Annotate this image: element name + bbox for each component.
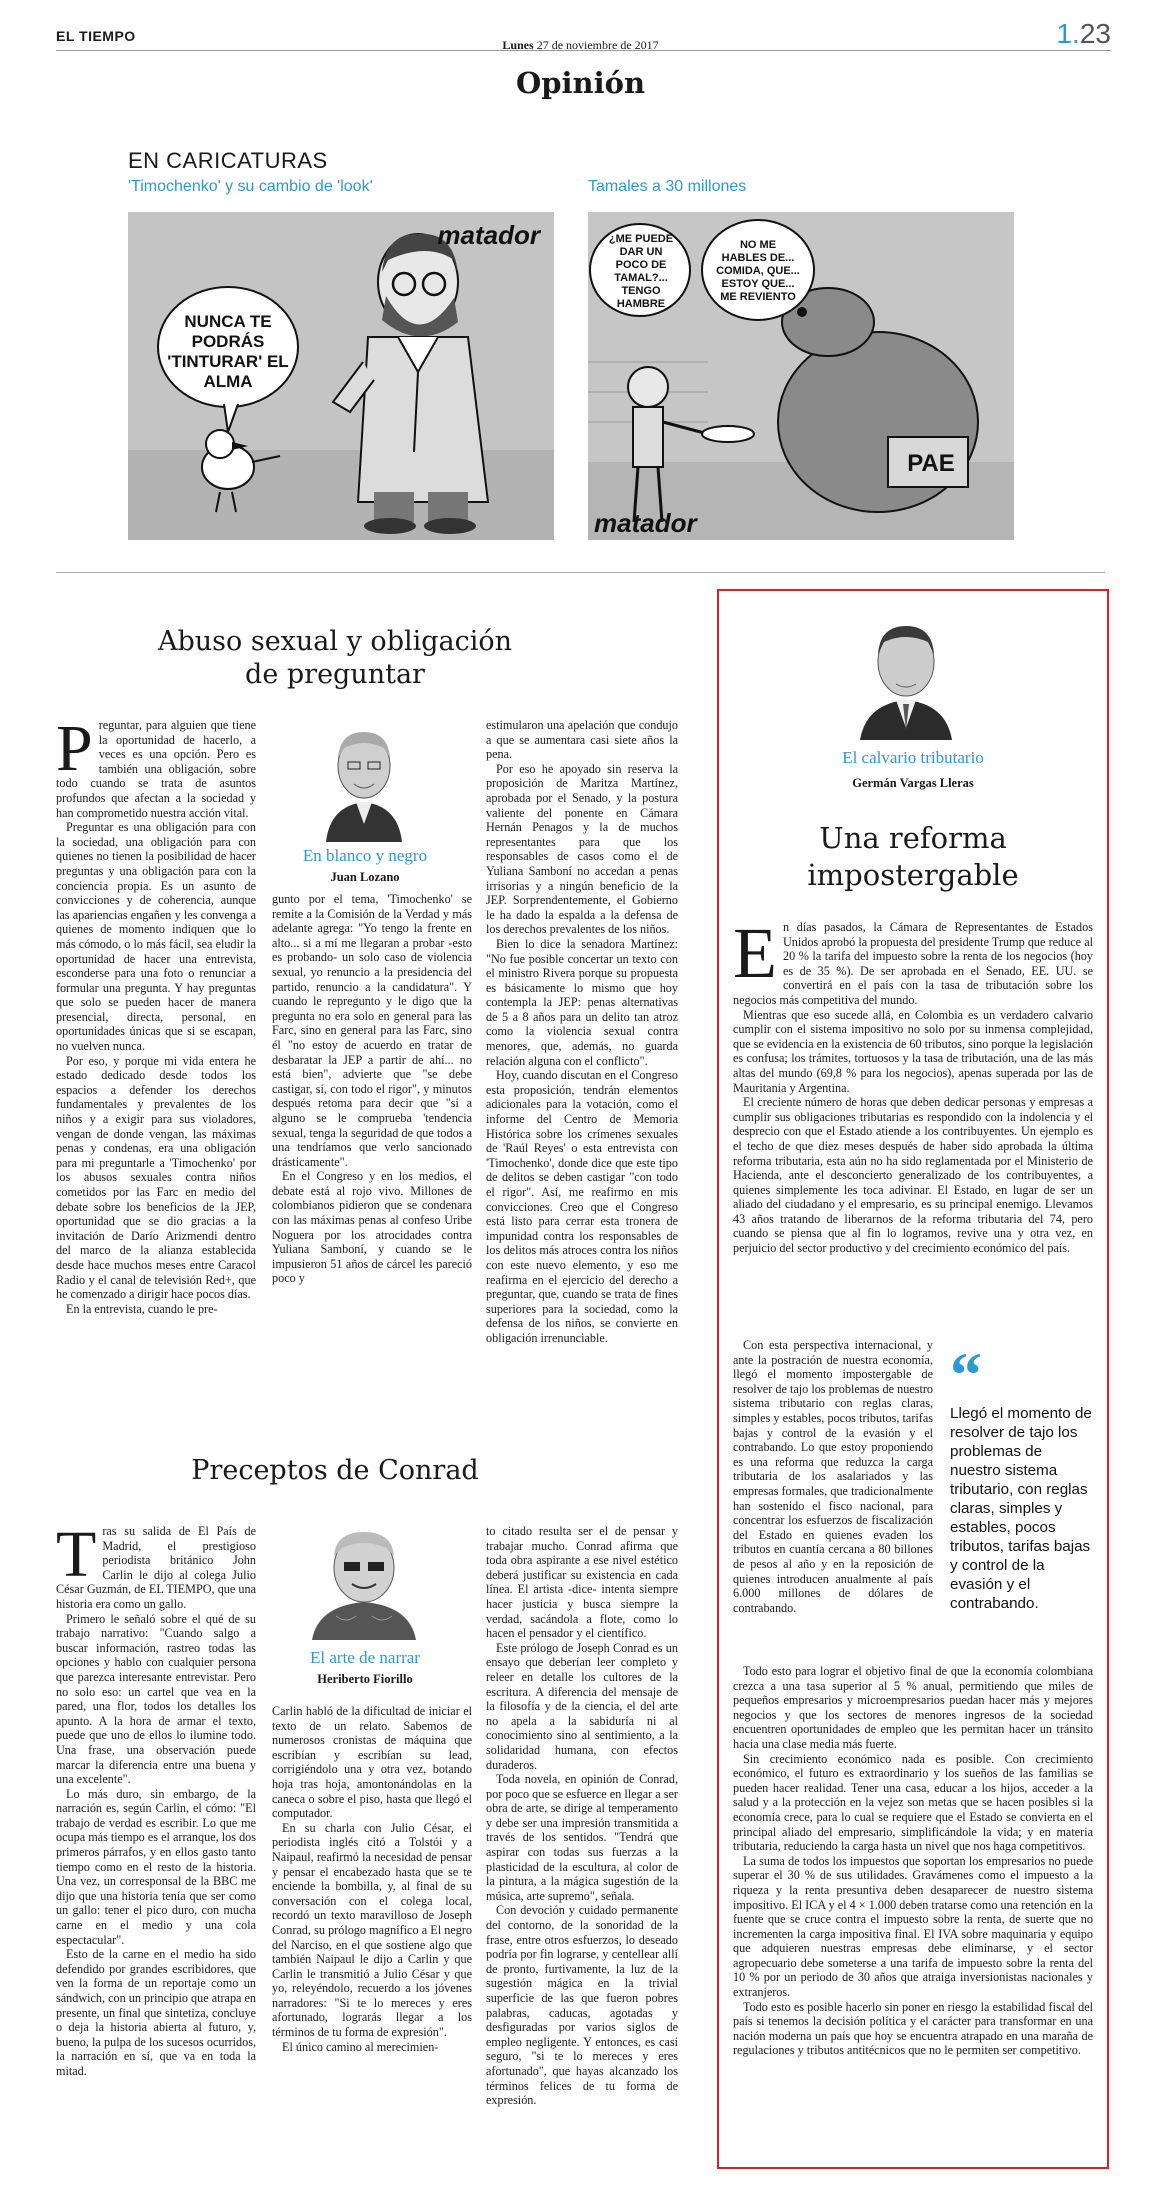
article-abuso-column-name: En blanco y negro [302,846,428,865]
drop-cap: T [56,1518,97,1591]
quote-mark-icon: “ [950,1339,982,1410]
section-title: Opinión [515,66,646,100]
portrait-drawing [856,612,956,740]
article-conrad-text: ras su salida de El País de Madrid, el prestigioso periodista británico John Carlin le dijo al colega Julio César Guzmán, de EL TIEMPO, que una historia era como un gallo. [56,1524,256,1611]
cartoon-right-label-pae: PAE [907,450,955,477]
weekday: Lunes [502,38,534,52]
article-abuso-para: En la entrevista, cuando le pre- [66,1301,218,1316]
page-section: 1. [1056,18,1080,49]
article-conrad-para: Toda novela, en opinión de Conrad, por poco que se esfuerce en llegar a ser obra de arte, se dirige al temperamento y debe ser una impresión transmitida a través de los sentidos. "Tendrá que aspirar con todas sus fuerzas a la plasticidad de la escultura, al color de la pintura, a la mágica sugestión de la música, arte supremo", señala. [486,1772,678,1903]
article-reforma-para: Todo esto para lograr el objetivo final de que la economía colombiana crezca a una tasa superior al 5 % anual, permitiendo que miles de pequeños empresarios y microempresarios puedan hacer más y mejores negocios y que los sectores de menores ingresos de la sociedad encuentren oportunidades de empleo que les permitan hacer un tránsito hacia una clase media más fuerte. [733,1664,1093,1751]
article-reforma-para: Todo esto es posible hacerlo sin poner en riesgo la estabilidad fiscal del país si tenemos la decisión política y el carácter para transformar en una nación moderna un país que hoy se encuentra atrapado en una maraña de regulaciones y tributos antitécnicos que no le permiten ser competitivo. [733,1999,1093,2058]
article-conrad-para: En su charla con Julio César, el periodista inglés citó a Tolstói y a Naipaul, reafirmó la necesidad de pensar y pensar el encabezado hasta que se te enciende la bombilla, y, al final de su conversación con el colega local, recordó un texto maravilloso de Joseph Conrad, su prólogo magnífico a El negro del Narciso, en el que sostiene algo que también Naipaul le dijo a Carlin y que Carlin le transmitió a Julio César y que yo, releyéndolo, recuerdo a los jóvenes narradores: "Si te lo mereces y eres afortunado, lograrás llegar a los términos de tu forma de expresión". [272,1820,472,2040]
article-abuso-col2 [272,892,472,1286]
article-reforma-pull-quote: Llegó el momento de resolver de tajo los problemas de nuestro sistema tributario, con reglas claras, simples y estables, pocos tributos, tarifas bajas y control de la evasión y el contrabando. [950,1405,1092,1612]
article-abuso-title: Abuso sexual y obligación de preguntar [157,626,513,690]
date: 27 de noviembre de 2017 [536,38,659,52]
cartoon-left-title: 'Timochenko' y su cambio de 'look' [128,178,373,195]
drop-cap: P [56,712,93,785]
cartoon-right-signature: matador [594,508,697,538]
article-reforma-text: n días pasados, la Cámara de Representantes de Estados Unidos aprobó la propuesta del presidente Trump que reduce al 20 % la tarifa del impuesto sobre la renta de los negocios (hoy es de 35 %). De ser aprobada en el Senado, EE. UU. se convertirá en el país con la tasa de tributación sobre los negocios más competitiva del mundo. [733,920,1093,1007]
article-conrad-author: Heriberto Fiorillo [317,1672,413,1686]
cartoon-section-rule [56,572,1105,573]
article-conrad-column-name: El arte de narrar [310,1648,420,1667]
article-conrad-para: Primero le señaló sobre el qué de su trabajo narrativo: "Cuando salgo a buscar información, rastreo todas las opciones y hablo con cualquier persona que parezca interesante entrevistar. Pero no solo eso: un cartel que vea en la pared, una flor, todos los detalles los apunto. A la hora de armar el texto, puede que uno de ellos lo ilumine todo. Una frase, una observación puede marcar la diferencia entre una buena y una excelente". [56,1611,256,1787]
article-reforma-body-mid [733,1338,933,1615]
article-conrad-para: El único camino al merecimien- [282,2039,439,2054]
author-photo-lozano [318,714,410,842]
article-conrad-para: Con devoción y cuidado permanente del contorno, de la sonoridad de la frase, entre otros esfuerzos, lo deseado podría por fin lograrse, y centellear allí de pronto, furtivamente, la luz de la sugestión mágica en la trivial superficie de las que fueron pobres palabras, caducas, agotadas y desfiguradas por varios siglos de empleo negligente. Y entonces, es casi seguro, "si te lo mereces y eres afortunado", que hayas alcanzado los términos felices de tu forma de expresión. [486,1903,678,2108]
article-abuso-text: reguntar, para alguien que tiene la oportunidad de hacerlo, a veces es una opción. Pero es también una obligación, sobre todo cuando se trata de asuntos profundos que afectan a la sociedad y han comprometido nuestra acción vital. [56,718,256,820]
author-photo-vargas [856,612,956,740]
article-abuso-para: estimularon una apelación que condujo a que se aumentara casi siete años la pena. [486,718,678,762]
portrait-drawing [318,714,410,842]
article-conrad-para: Carlin habló de la dificultad de iniciar el texto de un relato. Sabemos de numerosos cronistas de máquina que escribían y escribían su lead, corrigiéndolo una y otra vez, botando hoja tras hoja, amontonándolas en la caneca o sobre el piso, hasta que llegó el computador. [272,1704,472,1821]
article-abuso-col3 [486,718,678,1346]
article-reforma-para: El creciente número de horas que deben dedicar personas y empresas a cumplir sus obligaciones tributarias es respondido con la indolencia y el desprecio con que el Estado atiende a los contribuyentes. Un ejemplo es el techo de que diez meses después de haber sido aprobada la última reforma tributaria, esta aún no ha sido reglamentada por el Ministerio de Hacienda, ante el desconcierto generalizado de los contribuyentes, a quienes simplemente les toca adivinar. El Estado, en lugar de ser un aliado del ciudadano y el empresario, es su principal enemigo. Llevamos 43 años tratando de liberarnos de la reforma tributaria del 74, pero cuando se piensa que al fin lo logramos, revive una y otra vez, en perjuicio del sector productivo y del crecimiento económico del país. [733,1095,1093,1256]
article-reforma-para: Sin crecimiento económico nada es posible. Con crecimiento económico, el futuro es extraordinario y los sueños de las familias se pueden hacer realidad. Tener una casa, educar a los hijos, acceder a la salud y a la protección en la vejez son metas que se hacen posibles si la economía crece, para lo cual se requiere que el Estado se convierta en el principal aliado del empresario, simplificándole la vida; y en materia tributaria, reduciendo la carga hasta un nivel que nos haga competitivos. [733,1751,1093,1854]
article-abuso-para [56,712,256,820]
page-number [1056,18,1111,50]
header-rule [56,50,1111,51]
author-photo-fiorillo [306,1520,422,1640]
cartoon-right-title: Tamales a 30 millones [588,178,747,195]
article-abuso-para: Por eso, y porque mi vida entera he estado dedicado desde todos los espacios a defender los derechos fundamentales y prevalentes de los niños y a exigir para sus violadores, vengan de donde vengan, las máximas penas y condenas, era una obligación para mi preguntarle a 'Timochenko' por los abusos sexuales contra niños cometidos por las Farc en medio del debate sobre los beneficios de la JEP, oportunidad que se dio gracias a la invitación de Darío Arizmendi dentro del marco de la alianza establecida desde hace muchos meses entre Caracol Radio y el canal de televisión Red+, que he comenzado a dirigir hace pocos días. [56,1053,256,1302]
cartoon-left [128,212,554,540]
article-reforma-para [733,913,1093,1008]
article-abuso-col1 [56,712,256,1316]
article-abuso-para: En el Congreso y en los medios, el debate está al rojo vivo. Millones de colombianos pidieron que se condenara con las máximas penas al confeso Uribe Noguera por los atrocidades contra Yuliana Samboní, y cuando se le impusieron 51 años de cárcel les pareció poco y [272,1169,472,1286]
article-conrad-col2 [272,1704,472,2054]
article-conrad-title: Preceptos de Conrad [191,1455,479,1486]
article-reforma-body-top [733,913,1093,1256]
article-abuso-para: Por eso he apoyado sin reserva la proposición de Maritza Martínez, aprobada por el Senado, y la postura valiente del ponente en Cámara Hernán Penagos y la de muchos representantes para que los responsables de casos como el de Yuliana Samboní no accedan a penas irrisorias y a ningún beneficio de la JEP. Sorprendentemente, el Gobierno le ha dado la espalda a la defensa de los derechos prevalentes de los niños. [486,761,678,937]
cartoon-left-speech: NUNCA TE PODRÁS 'TINTURAR' EL ALMA [167,312,289,391]
article-abuso-para: gunto por el tema, 'Timochenko' se remite a la Comisión de la Verdad y más adelante agrega: "Yo tengo la frente en alto... si a mí me llegaran a probar -esto es probando- un solo caso de violencia sexual, yo renuncio a la presidencia del partido, renuncio a la candidatura". Y cuando le repregunto y le digo que la pregunta no era solo en general para las Farc, sino en general para las Farc, sino él "no estoy de acuerdo en tratar de desbaratar la JEP a partir de ahí... no está bien", advierte que "se debe castigar, sí, con todo el rigor", y minutos después retoma para decir que "si a alguno se le comprueba 'tendencia sexual, tenga la seguridad de que todos a una tendríamos que verlo sancionado drásticamente". [272,892,472,1169]
article-abuso-author: Juan Lozano [330,870,400,884]
article-abuso-para: Hoy, cuando discutan en el Congreso esta proposición, tendrán elementos adicionales para la votación, como el informe del Centro de Memoria Histórica sobre los crímenes sexuales de 'Raúl Reyes' o esta entrevista con 'Timochenko', donde dice que este tipo de delitos se deben castigar "con todo el rigor". Así, me reafirmo en mis convicciones. Creo que el Congreso está listo para cerrar esta tronera de impunidad contra los responsables de los delitos más atroces contra los niños con este nuevo elemento, y eso me reafirma en el ejercicio del derecho a preguntar, que, cuando se trata de fines superiores para la sociedad, como la defensa de los niños, se convierte en obligación irrenunciable. [486,1068,678,1345]
article-conrad-para [56,1518,256,1612]
article-conrad-para: Este prólogo de Joseph Conrad es un ensayo que deberían leer completo y releer en detalle los cultores de la escritura. A diferencia del mensaje de la filosofía y de la ciencia, el del arte no apela a la sabiduría ni al conocimiento sino al sentimiento, a la solidaridad humana, con efectos duraderos. [486,1640,678,1772]
article-conrad-para: Lo más duro, sin embargo, de la narración es, según Carlin, el cómo: "El trabajo de verdad es escribir. Lo que me ocupa más tiempo es el arranque, los dos primeros párrafos, y en ellos gasto tanto tiempo como en el resto de la historia. Una vez, un corresponsal de la BBC me dijo que una historia tenía que ser como un gallo: tener el pico duro, con mucha carne en el medio y una cola espectacular". [56,1786,256,1947]
cartoon-left-signature: matador [437,220,540,250]
article-conrad-para: Esto de la carne en el medio ha sido defendido por grandes escribidores, que ven la forma de un reportaje como un sándwich, con un principio que atrapa en presente, un final que sintetiza, concluye o deja la historia abierta al futuro, y, bueno, la pulpa de los sucesos ocurridos, la narración en sí, que va en toda la mitad. [56,1947,257,2078]
cartoon-right [588,212,1014,540]
drop-cap: E [733,913,777,993]
article-reforma-title: Una reforma impostergable [807,821,1019,892]
article-conrad-col1 [56,1518,257,2079]
article-reforma-para: Con esta perspectiva internacional, y ante la postración de nuestra economía, llegó el momento impostergable de resolver de tajo los problemas de nuestro sistema tributario con reglas claras, simples y estables, pocos tributos, tarifas bajas y control de la evasión y el contrabando. Lo que estoy proponiendo es una reforma que reduzca la carga tributaria de los asalariados y las empresas formales, que tradicionalmente han sostenido el fisco nacional, para concentrar los esfuerzos de fiscalización del Estado en quienes evaden los tributos en cuantía cercana a 80 billones de pesos al año y en la reposición de quienes introducen anualmente al país 6.000 millones de dólares de contrabando. [733,1338,933,1615]
article-abuso-para: Preguntar es una obligación para con la sociedad, una obligación para con quienes no tienen la posibilidad de hacer preguntas y una obligación para con la conciencia propia. Es un asunto de convicciones y de coherencia, aunque las apariencias engañen y les convenga a quienes de momento indiquen que lo más cómodo, o lo más fácil, sea eludir la oportunidad de hacer una entrevista, esconderse para una foto o renunciar a formular una pregunta. Y hay preguntas que solo se pueden hacer de manera presencial, directa, personal, en oportunidades únicas que si se escapan, no vuelven nunca. [56,820,256,1054]
cartoon-right-bubble-rat: NO ME HABLES DE... COMIDA, QUE... ESTOY QUE... ME REVIENTO [716,238,800,303]
article-conrad-para: to citado resulta ser el de pensar y trabajar mucho. Conrad afirma que toda obra aspirante a ese nivel estético deberá justificar su existencia en cada línea. El artista -dice- intenta siempre hacer justicia y busca siempre la verdad, sacándola a flote, como lo hacen el pensador y el científico. [486,1524,678,1641]
page-number-value: 23 [1079,18,1111,49]
article-reforma-para: Mientras que eso sucede allá, en Colombia es un verdadero calvario cumplir con el sistema impositivo no solo por su inmensa complejidad, que se evidencia en la existencia de 60 tributos, sino porque la legislación es confusa; los trámites, tortuosos y la tasa de tributación, una de las más altas del mundo (69,8 % para los negocios), apenas superada por las de Mauritania y Argentina. [733,1007,1093,1095]
article-conrad-col3 [486,1524,678,2108]
caricaturas-heading: EN CARICATURAS [128,148,328,173]
cartoon-right-bubble-child: ¿ME PUEDE DAR UN POCO DE TAMAL?... TENGO HAMBRE [608,233,674,310]
article-reforma-author: Germán Vargas Lleras [852,776,974,790]
masthead: EL TIEMPO [56,28,136,44]
portrait-drawing [306,1520,422,1640]
article-abuso-para: Bien lo dice la senadora Martínez: "No fue posible concertar un texto con el ministro Rivera porque su propuesta es básicamente lo mismo que hoy contempla la JEP: penas alternativas de 5 a 8 años para un delito tan atroz como la violencia sexual contra menores, que, además, no guarda relación alguna con el conflicto". [486,936,678,1068]
article-reforma-para: La suma de todos los impuestos que soportan los empresarios no puede superar el 30 % de sus utilidades. Gravámenes como el impuesto a la riqueza y la renta presuntiva deben desaparecer de nuestro sistema impositivo. El ICA y el 4 × 1.000 deben tratarse como una retención en la fuente que se cruce contra el impuesto sobre la renta, de suerte que no incrementen la carga impositiva final. El IVA sobre maquinaria y equipo que adquieren nuestras empresas debe eliminarse, y el sector agropecuario debe someterse a una tarifa de impuesto sobre la renta del 10 % por un periodo de 30 años que atraiga inversionistas nacionales y extranjeros. [733,1853,1093,2000]
article-reforma-column-name: El calvario tributario [842,748,984,767]
article-reforma-body-bottom [733,1664,1093,2058]
